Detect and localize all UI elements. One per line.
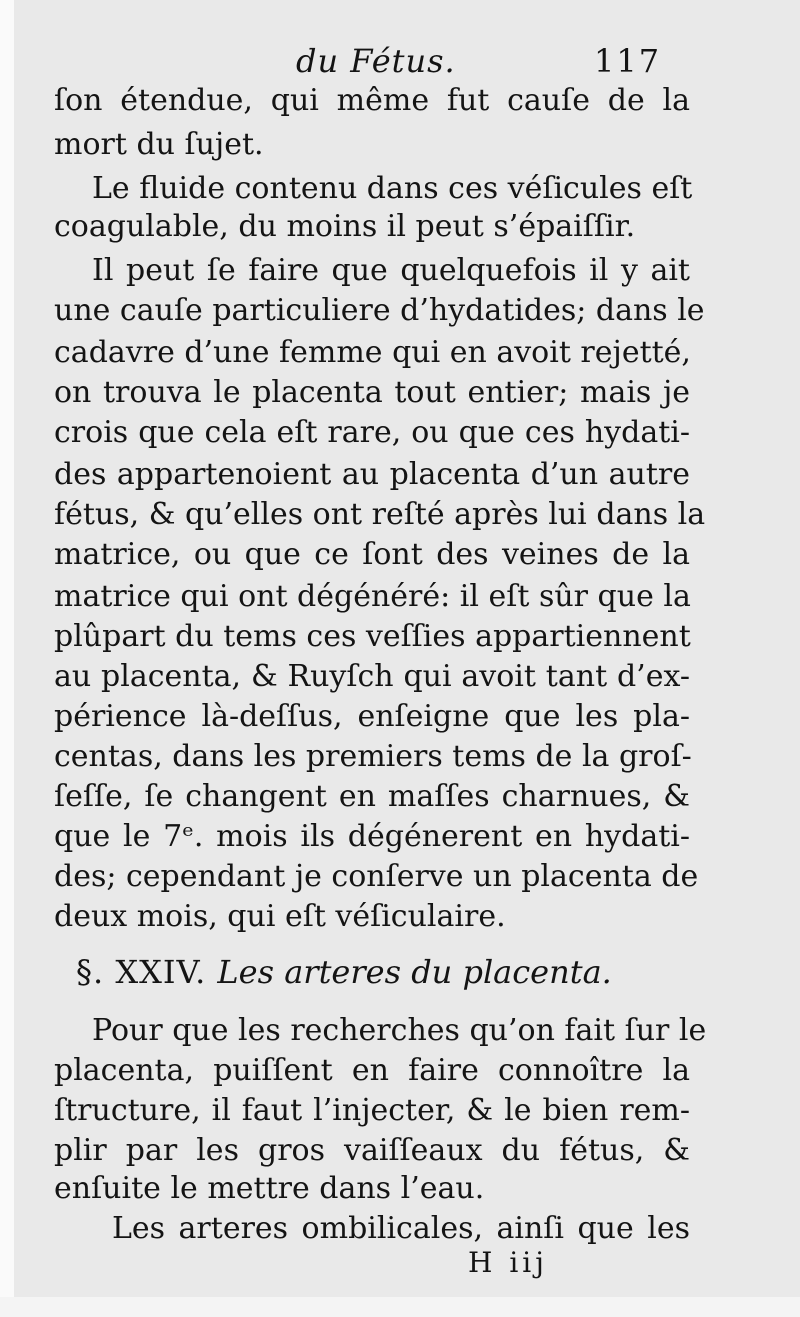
text-line: plûpart du tems ces veſſies appartiennent	[54, 619, 691, 654]
text-line: Pour que les recherches qu’on fait ſur le	[92, 1013, 707, 1048]
text-line: fétus, & qu’elles ont reſté après lui dans la	[54, 497, 706, 532]
text-line: Le fluide contenu dans ces véſicules eſt	[92, 171, 693, 206]
text-line: matrice qui ont dégénéré: il eſt sûr que la	[54, 579, 691, 614]
text-line: enſuite le mettre dans l’eau.	[54, 1171, 485, 1206]
text-line: coagulable, du moins il peut s’épaiſſir.	[54, 209, 636, 244]
text-line: Il peut ſe faire que quelquefois il y ait	[92, 253, 690, 288]
text-line: placenta, puiſſent en faire connoître la	[54, 1053, 690, 1088]
text-line: cadavre d’une femme qui en avoit rejetté,	[54, 335, 691, 370]
text-line: une cauſe particuliere d’hydatides; dans le	[54, 293, 705, 328]
text-line: on trouva le placenta tout entier; mais je	[54, 375, 690, 410]
text-line: au placenta, & Ruyſch qui avoit tant d’ex-	[54, 659, 690, 694]
text-line: deux mois, qui eſt véſiculaire.	[54, 899, 506, 934]
text-line: Les arteres ombilicales, ainſi que les	[112, 1211, 690, 1246]
section-number: §. XXIV.	[76, 953, 207, 991]
section-heading	[76, 952, 686, 992]
text-line: matrice, ou que ce ſont des veines de la	[54, 537, 690, 572]
text-line: que le 7ᵉ. mois ils dégénerent en hydati-	[54, 819, 690, 854]
text-line: centas, dans les premiers tems de la groſ-	[54, 739, 692, 774]
text-line: ſon étendue, qui même fut cauſe de la	[54, 83, 690, 118]
text-line: des; cependant je conſerve un placenta de	[54, 859, 699, 894]
text-line: périence là-deſſus, enſeigne que les pla-	[54, 699, 690, 734]
text-line: crois que cela eſt rare, ou que ces hydati-	[54, 415, 690, 450]
section-title: Les arteres du placenta.	[217, 953, 612, 991]
text-line: ſtructure, il faut l’injecter, & le bien rem-	[54, 1093, 690, 1128]
signature-mark: H iij	[468, 1246, 548, 1279]
text-line: mort du ſujet.	[54, 127, 264, 162]
page-gutter-bottom	[0, 1297, 800, 1317]
page-gutter-left	[0, 0, 14, 1317]
text-line: des appartenoient au placenta d’un autre	[54, 457, 690, 492]
page-number: 117	[594, 42, 662, 80]
text-line: ſeſſe, ſe changent en maſſes charnues, &	[54, 779, 690, 814]
running-title: du Fétus.	[296, 42, 456, 80]
text-line: plir par les gros vaiſſeaux du fétus, &	[54, 1133, 690, 1168]
